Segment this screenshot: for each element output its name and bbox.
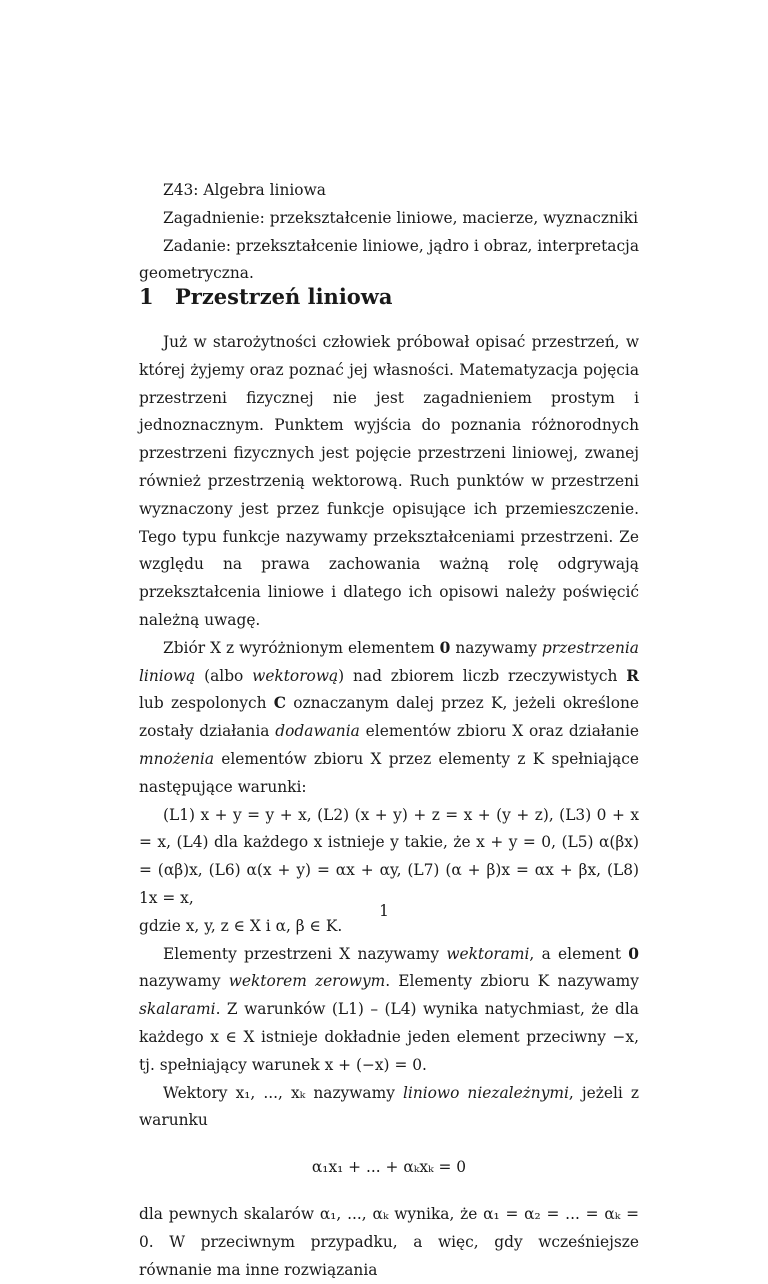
term-zero-vector: wektorem zerowym	[228, 972, 386, 991]
text-run: . Z warunków (L1) – (L4) wynika natychmiast, że dla każdego x ∈ X istnieje dokładnie jeden element przeciwny −x, tj. spełniający warunek x + (−x) = 0.	[139, 1000, 639, 1074]
section-title: Przestrzeń liniowa	[175, 284, 393, 309]
section-body	[139, 329, 639, 1284]
section-number: 1	[139, 284, 154, 309]
text-run: Zbiór X z wyróżnionym elementem	[163, 638, 440, 657]
section-heading	[139, 283, 393, 311]
document-header	[139, 177, 639, 288]
paragraph-axioms: (L1) x + y = y + x, (L2) (x + y) + z = x + (y + z), (L3) 0 + x = x, (L4) dla każdego x istnieje y takie, że x + y = 0, (L5) α(βx) = (αβ)x, (L6) α(x + y) = αx + αy, (L7) (α + β)x = αx + βx, (L8) 1x = x,	[139, 805, 639, 907]
term-multiplication: mnożenia	[139, 749, 214, 768]
paragraph-definition	[139, 635, 639, 802]
paragraph-continuation: dla pewnych skalarów α₁, ..., αₖ wynika, że α₁ = α₂ = ... = αₖ = 0. W przeciwnym przypadku, a więc, gdy wcześniejsze równanie ma inne rozwiązania	[139, 1204, 639, 1279]
term-vectors: wektorami	[446, 944, 530, 963]
term-linear-space: przestrzenia liniową	[139, 638, 639, 685]
text-run: . Elementy zbioru K nazywamy	[385, 972, 639, 991]
text-run: oznaczanym dalej przez K, jeżeli określone zostały działania	[139, 694, 639, 741]
term-addition: dodawania	[275, 722, 360, 741]
text-run: ) nad zbiorem liczb rzeczywistych	[338, 666, 627, 685]
text-run: (albo	[195, 666, 253, 685]
topic-line: Zagadnienie: przekształcenie liniowe, macierze, wyznaczniki	[163, 208, 639, 227]
text-run: nazywamy	[450, 638, 542, 657]
text-run: nazywamy	[139, 972, 229, 991]
page-number: 1	[379, 902, 389, 920]
text-run: , jeżeli z warunku	[139, 1083, 639, 1130]
complex-symbol: C	[273, 694, 287, 713]
paragraph-elements	[139, 941, 639, 1080]
equation-linear-combination: α₁x₁ + ... + αₖxₖ = 0	[311, 1158, 467, 1177]
paragraph-where: gdzie x, y, z ∈ X i α, β ∈ K.	[139, 916, 343, 935]
text-run: , a element	[529, 944, 629, 963]
paragraph-intro: Już w starożytności człowiek próbował opisać przestrzeń, w której żyjemy oraz poznać jej własności. Matematyzacja pojęcia przestrzeni fizycznej nie jest zagadnieniem prostym i jednoznacznym. Punktem wyjścia do poznania różnorodnych przestrzeni fizycznych jest pojęcie przestrzeni liniowej, zwanej również przestrzenią wektorową. Ruch punktów w przestrzeni wyznaczony jest przez funkcje opisujące ich przemieszczenie. Tego typu funkcje nazywamy przekształceniami przestrzeni. Ze względu na prawa zachowania ważną rolę odgrywają przekształcenia liniowe i dlatego ich opisowi należy poświęcić należną uwagę.	[139, 333, 639, 629]
zero-vector-symbol: 0	[439, 638, 451, 657]
text-run: elementów zbioru X oraz działanie	[359, 722, 639, 741]
text-run: Wektory x₁, ..., xₖ nazywamy	[163, 1083, 403, 1102]
term-vector-space: wektorową	[252, 666, 339, 685]
term-linearly-independent: liniowo niezależnymi	[402, 1083, 569, 1102]
task-line: Zadanie: przekształcenie liniowe, jądro i obraz, interpretacja geometryczna.	[139, 236, 640, 283]
text-run: elementów zbioru X przez elementy z K spełniające następujące warunki:	[139, 749, 639, 796]
course-line: Z43: Algebra liniowa	[163, 181, 326, 199]
text-run: lub zespolonych	[139, 694, 274, 713]
paragraph-independence	[139, 1080, 639, 1136]
zero-vector-symbol: 0	[628, 944, 640, 963]
term-scalars: skalarami	[139, 1000, 216, 1019]
reals-symbol: R	[626, 666, 639, 685]
text-run: Elementy przestrzeni X nazywamy	[163, 944, 447, 963]
